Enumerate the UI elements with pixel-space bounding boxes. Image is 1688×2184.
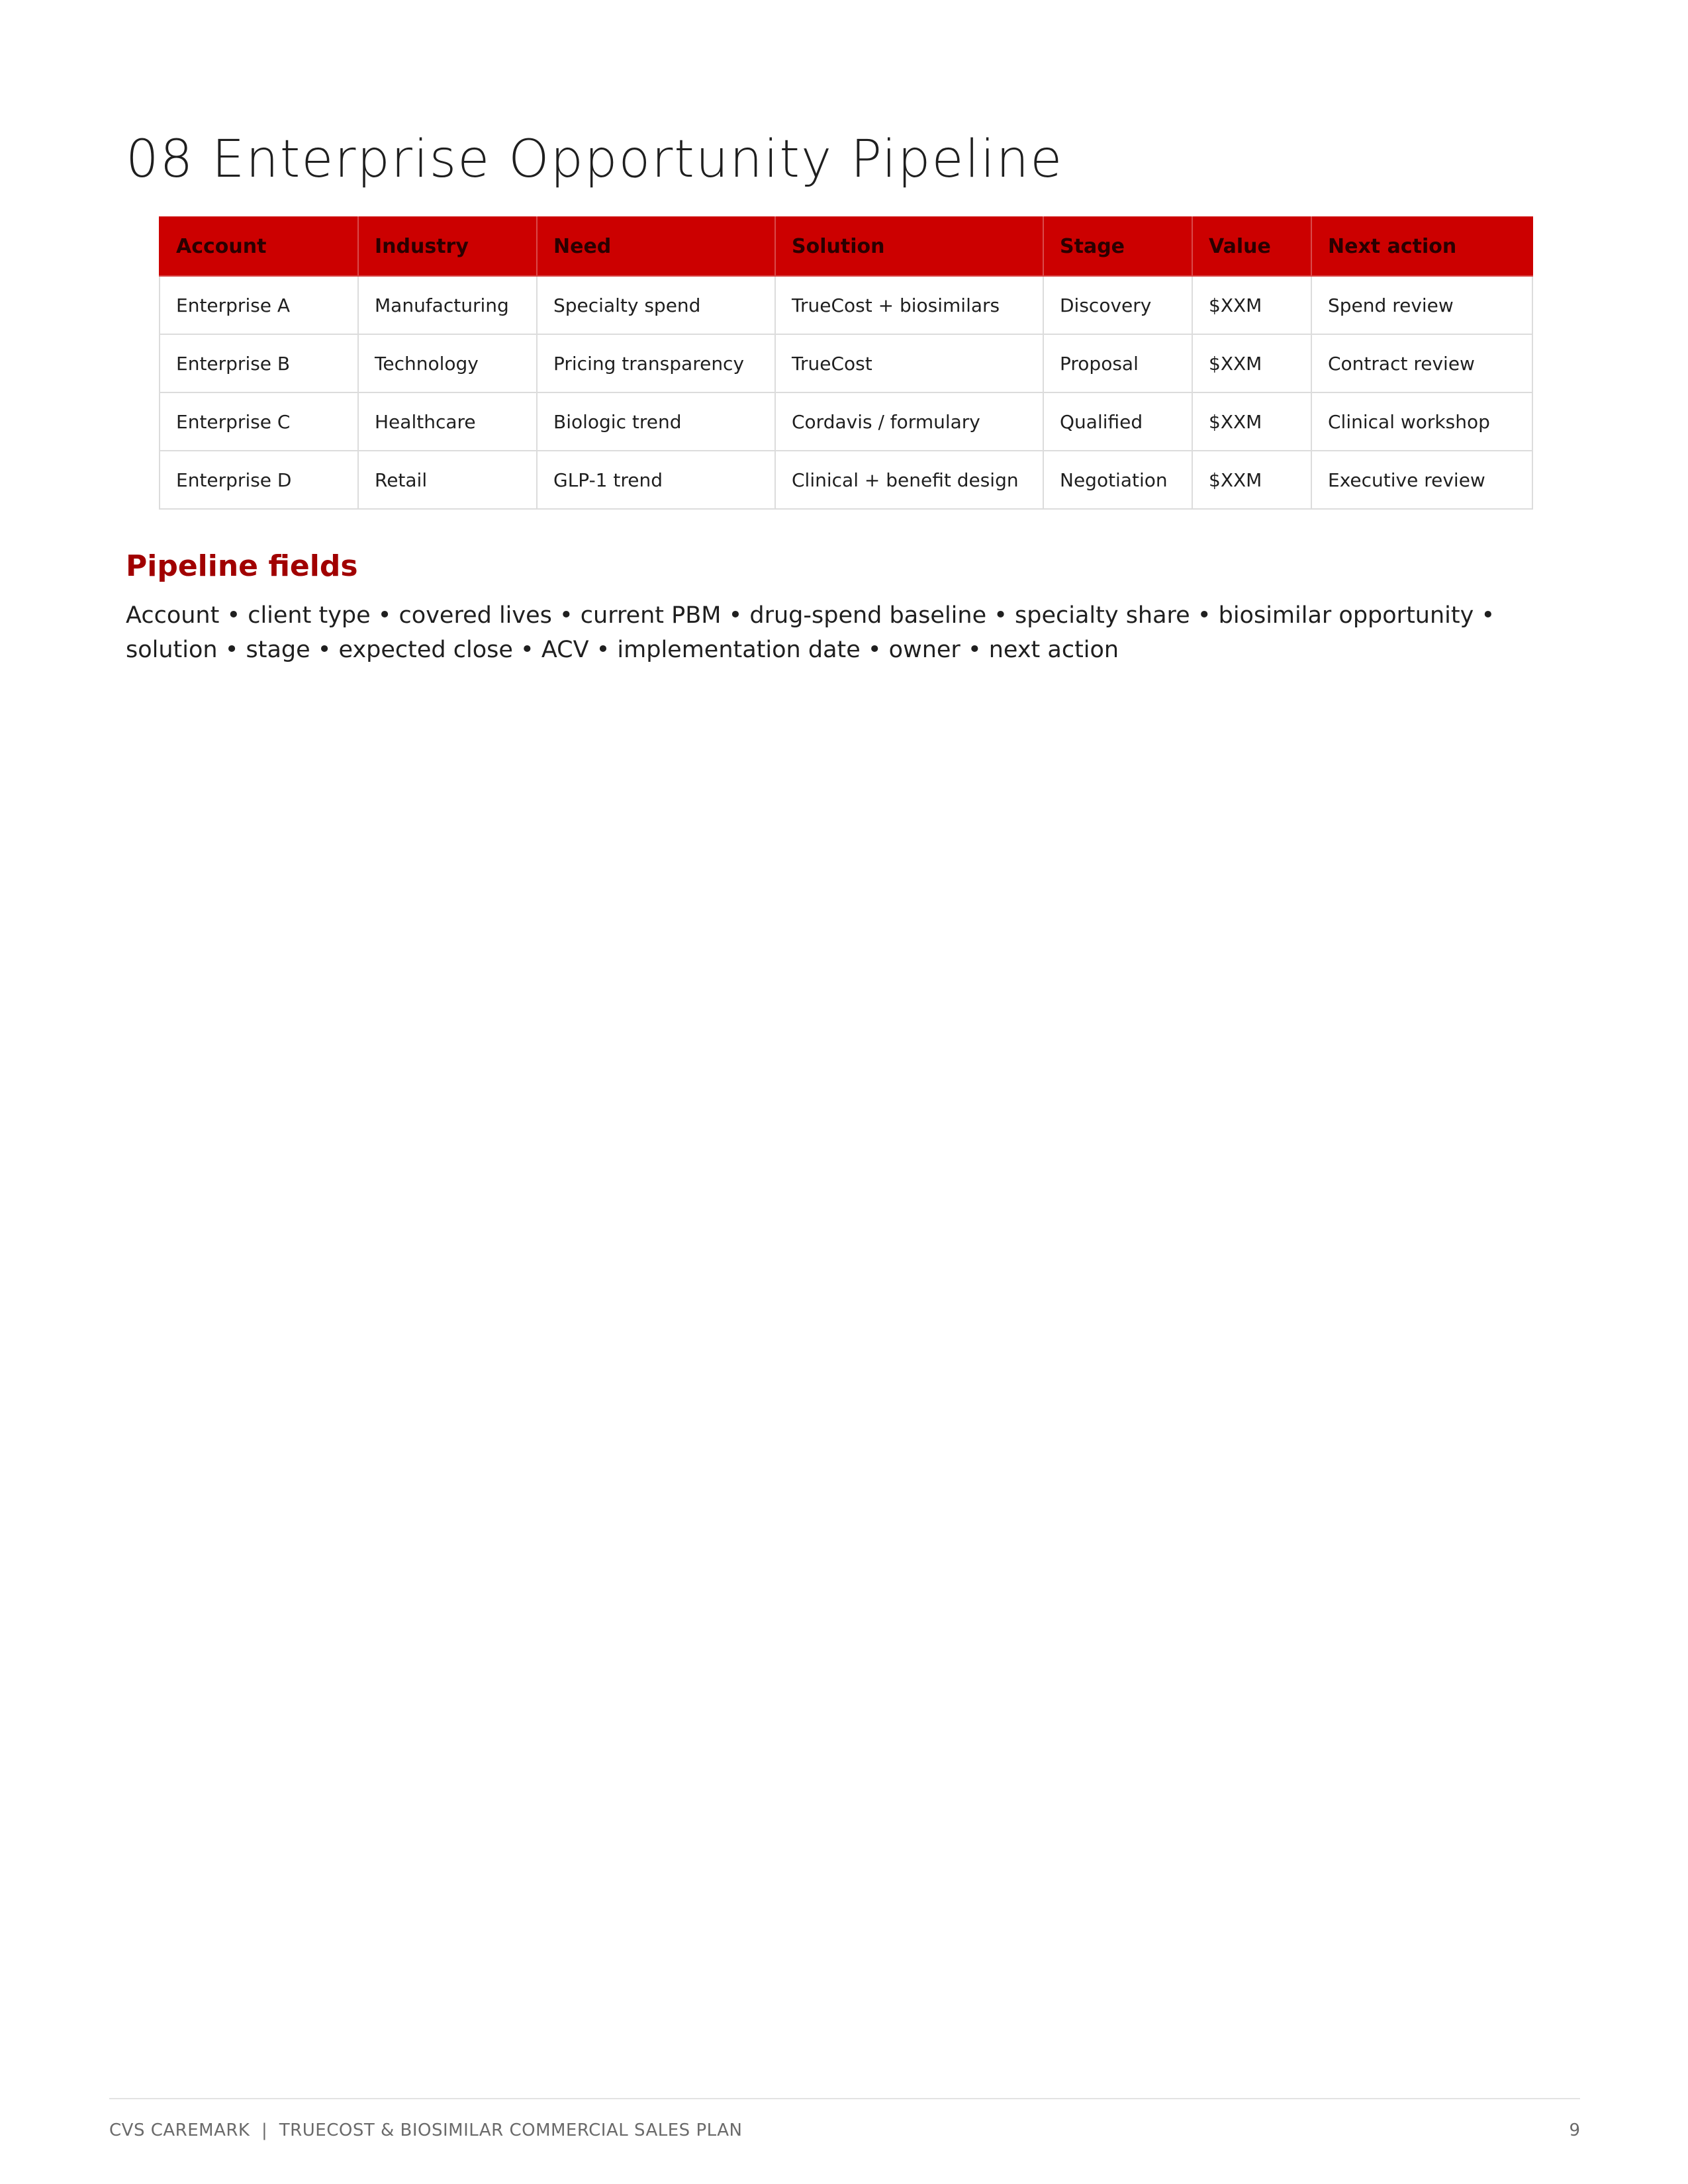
cell-solution: Clinical + benefit design [775, 451, 1043, 509]
column-header-account: Account [160, 217, 358, 276]
cell-next-action: Contract review [1311, 334, 1532, 392]
column-header-value: Value [1192, 217, 1311, 276]
cell-value: $XXM [1192, 276, 1311, 334]
footer-divider [109, 2098, 1580, 2099]
cell-value: $XXM [1192, 451, 1311, 509]
table-row [160, 392, 1532, 451]
cell-need: Specialty spend [537, 276, 775, 334]
cell-solution: TrueCost + biosimilars [775, 276, 1043, 334]
cell-value: $XXM [1192, 392, 1311, 451]
cell-stage: Proposal [1043, 334, 1192, 392]
table-header-row [160, 217, 1532, 276]
cell-next-action: Spend review [1311, 276, 1532, 334]
pipeline-fields-list: Account • client type • covered lives • current PBM • drug-spend baseline • specialty share • biosimilar opportunity • solution • stage • expected close • ACV • implementation date • owner • next action [126, 602, 1495, 663]
pipeline-fields-heading: Pipeline fields [126, 549, 358, 583]
column-header-industry: Industry [358, 217, 537, 276]
footer-document-label: CVS CAREMARK | TRUECOST & BIOSIMILAR COMMERCIAL SALES PLAN [109, 2120, 743, 2140]
cell-industry: Retail [358, 451, 537, 509]
cell-solution: TrueCost [775, 334, 1043, 392]
cell-stage: Discovery [1043, 276, 1192, 334]
page-title: 08 Enterprise Opportunity Pipeline [126, 130, 1064, 189]
column-header-next-action: Next action [1311, 217, 1532, 276]
cell-industry: Manufacturing [358, 276, 537, 334]
cell-next-action: Executive review [1311, 451, 1532, 509]
cell-account: Enterprise B [160, 334, 358, 392]
table-row [160, 334, 1532, 392]
column-header-need: Need [537, 217, 775, 276]
cell-need: Biologic trend [537, 392, 775, 451]
column-header-solution: Solution [775, 217, 1043, 276]
table-row [160, 451, 1532, 509]
cell-solution: Cordavis / formulary [775, 392, 1043, 451]
cell-account: Enterprise D [160, 451, 358, 509]
cell-stage: Negotiation [1043, 451, 1192, 509]
cell-account: Enterprise A [160, 276, 358, 334]
pipeline-table [159, 216, 1533, 510]
cell-industry: Healthcare [358, 392, 537, 451]
cell-need: GLP-1 trend [537, 451, 775, 509]
cell-industry: Technology [358, 334, 537, 392]
footer-page-number: 9 [1569, 2120, 1580, 2140]
cell-account: Enterprise C [160, 392, 358, 451]
cell-value: $XXM [1192, 334, 1311, 392]
table-row [160, 276, 1532, 334]
column-header-stage: Stage [1043, 217, 1192, 276]
cell-stage: Qualified [1043, 392, 1192, 451]
cell-next-action: Clinical workshop [1311, 392, 1532, 451]
cell-need: Pricing transparency [537, 334, 775, 392]
